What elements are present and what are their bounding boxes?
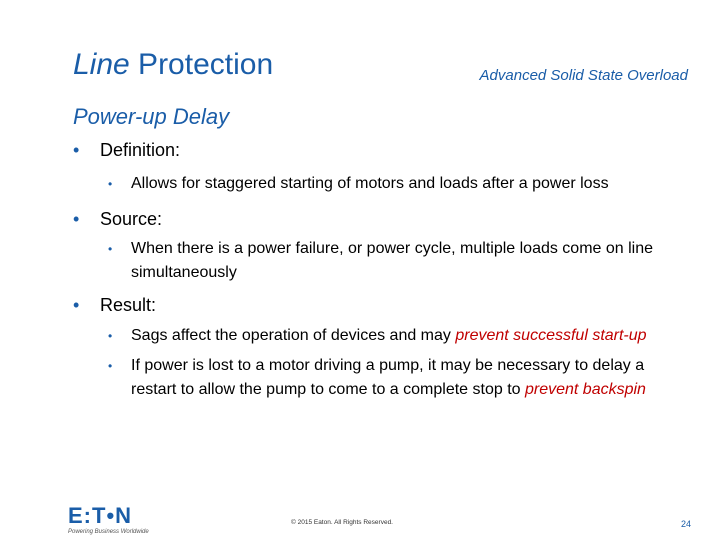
slide-title-emphasis: Line bbox=[73, 48, 130, 81]
bullet-source bbox=[73, 207, 693, 231]
sub-bullet-glyph: • bbox=[108, 329, 113, 343]
slide-subtitle: Advanced Solid State Overload bbox=[479, 67, 688, 84]
logo-wordmark: E:T•N bbox=[68, 503, 133, 528]
bullet-glyph: • bbox=[73, 295, 80, 315]
sub-bullet-glyph: • bbox=[108, 177, 113, 191]
bullet-list bbox=[73, 138, 693, 402]
bullet-glyph: • bbox=[73, 140, 80, 160]
eaton-logo bbox=[68, 505, 149, 535]
page-number: 24 bbox=[680, 519, 691, 529]
bullet-definition bbox=[73, 138, 693, 162]
sub-bullet-emphasis: prevent successful start-up bbox=[455, 327, 647, 344]
logo-tagline: Powering Business Worldwide bbox=[68, 529, 149, 535]
bullet-result bbox=[73, 293, 693, 317]
bullet-label: Result: bbox=[100, 295, 157, 315]
sub-bullet-emphasis: prevent backspin bbox=[524, 381, 646, 398]
sub-bullet bbox=[108, 324, 693, 348]
sub-bullet-glyph: • bbox=[108, 359, 113, 373]
slide-title-rest: Protection bbox=[129, 48, 274, 81]
sub-bullet bbox=[108, 237, 693, 285]
sub-bullet-text: When there is a power failure, or power cycle, multiple loads come on line simultaneously bbox=[131, 240, 654, 281]
copyright-notice: © 2015 Eaton. All Rights Reserved. bbox=[291, 519, 393, 526]
slide-title bbox=[73, 48, 273, 82]
section-heading: Power-up Delay bbox=[73, 104, 230, 129]
sub-bullet bbox=[108, 172, 693, 196]
bullet-label: Source: bbox=[100, 209, 163, 229]
sub-bullet-text: Sags affect the operation of devices and may bbox=[131, 327, 456, 344]
sub-bullet-text: If power is lost to a motor driving a pump, it may be necessary to delay a restart to allow the pump to come to a complete stop to bbox=[131, 357, 645, 398]
sub-bullet-text: Allows for staggered starting of motors and loads after a power loss bbox=[131, 175, 609, 192]
sub-bullet bbox=[108, 354, 693, 402]
bullet-glyph: • bbox=[73, 209, 80, 229]
bullet-label: Definition: bbox=[100, 140, 181, 160]
sub-bullet-glyph: • bbox=[108, 242, 113, 256]
